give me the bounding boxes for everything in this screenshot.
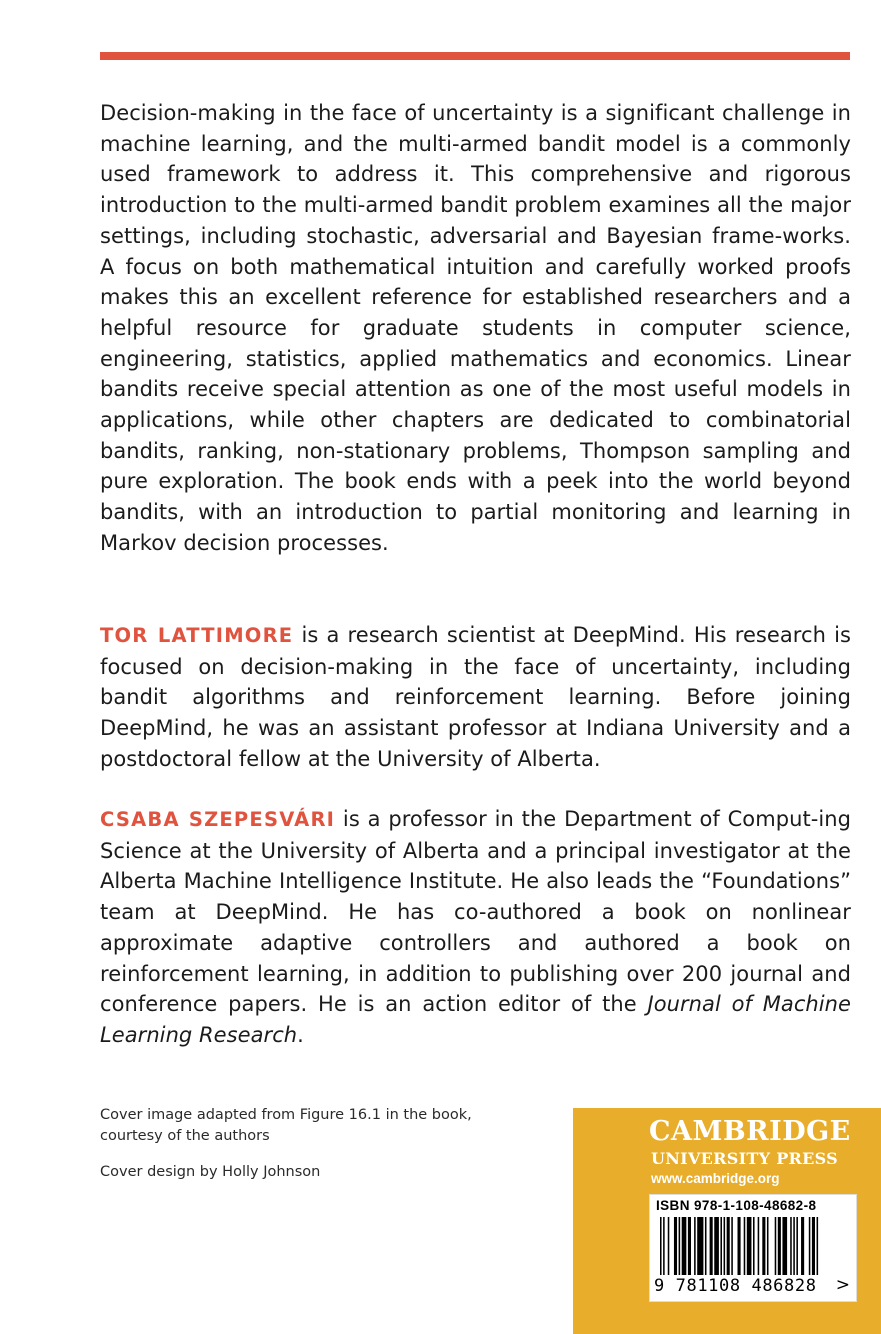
barcode-bar — [738, 1217, 741, 1275]
barcode-bar — [801, 1217, 804, 1275]
barcode-bar — [663, 1217, 665, 1275]
author-name: CSABA SZEPESVÁRI — [100, 808, 336, 831]
barcode-end-marker: > — [835, 1275, 850, 1295]
barcode-bar — [767, 1217, 769, 1275]
barcode-bar — [747, 1217, 752, 1275]
author-bio-text: is a research scientist at DeepMind. His research is focused on decision-making in the face of uncertainty, including bandit algorithms and reinforcement learning. Before joining DeepMind, he was an assistant professor at Indiana University and a postdoctoral fellow at the University of Alberta. — [100, 623, 851, 771]
barcode-digits: 9 781108 486828 — [654, 1276, 817, 1296]
publisher-panel — [573, 1108, 881, 1334]
barcode-panel — [649, 1194, 857, 1302]
barcode-bar — [758, 1217, 760, 1275]
barcode-bar — [790, 1217, 792, 1275]
barcode-bar — [724, 1217, 726, 1275]
barcode-bar — [714, 1217, 719, 1275]
author-bio-szepesvari — [100, 804, 851, 1051]
barcode-bar — [668, 1217, 670, 1275]
barcode-bars — [654, 1217, 852, 1275]
publisher-url[interactable]: www.cambridge.org — [651, 1171, 780, 1186]
publisher-logo-name: CAMBRIDGE — [649, 1116, 851, 1147]
barcode-bar — [812, 1217, 815, 1275]
barcode-bar — [775, 1217, 777, 1275]
top-accent-rule — [100, 52, 850, 60]
cover-image-credit — [100, 1105, 520, 1147]
barcode-bar — [762, 1217, 765, 1275]
barcode-bar — [817, 1217, 819, 1275]
barcode-bar — [697, 1217, 703, 1275]
barcode-bar — [679, 1217, 681, 1275]
cover-design-credit: Cover design by Holly Johnson — [100, 1164, 321, 1180]
barcode-bar — [710, 1217, 713, 1275]
barcode-bar — [682, 1217, 687, 1275]
book-description: Decision-making in the face of uncertainty is a significant challenge in machine learning, and the multi-armed bandit model is a commonly used framework to address it. This comprehensive and rigorous introduction to the multi-armed bandit problem examines all the major settings, including stochastic, adversarial and Bayesian frame-works. A focus on both mathematical intuition and carefully worked proofs makes this an excellent reference for established researchers and a helpful resource for graduate students in computer science, engineering, statistics, applied mathematics and economics. Linear bandits receive special attention as one of the most useful models in applications, while other chapters are dedicated to combinatorial bandits, ranking, non-stationary problems, Thompson sampling and pure exploration. The book ends with a peek into the world beyond bandits, with an introduction to partial monitoring and learning in Markov decision processes. — [100, 101, 851, 555]
author-bio-end: . — [297, 1022, 304, 1047]
cover-image-credit-line1: Cover image adapted from Figure 16.1 in the book, — [100, 1107, 472, 1123]
barcode-bar — [694, 1217, 696, 1275]
barcode-bar — [744, 1217, 746, 1275]
journal-title: Journal of Machine Learning Research — [100, 992, 852, 1047]
barcode-bar — [793, 1217, 795, 1275]
author-bio-text: is a professor in the Department of Comput-ing Science at the University of Alberta and a principal investigator at the Alberta Machine Intelligence Institute. He also leads the “Foundations” team at DeepMind. He has co-authored a book on nonlinear approximate adaptive controllers and authored a book on reinforcement learning, in addition to publishing over 200 journal and conference papers. He is an action editor of the — [100, 807, 851, 1017]
barcode-bar — [731, 1217, 733, 1275]
author-name: TOR LATTIMORE — [100, 624, 294, 647]
barcode-bar — [660, 1217, 662, 1275]
barcode-bar — [753, 1217, 755, 1275]
barcode-bar — [674, 1217, 677, 1275]
cover-image-credit-line2: courtesy of the authors — [100, 1128, 270, 1144]
barcode-bar — [727, 1217, 730, 1275]
barcode-bar — [720, 1217, 722, 1275]
barcode-bar — [782, 1217, 787, 1275]
author-bio-lattimore — [100, 620, 851, 775]
publisher-logo-press: UNIVERSITY PRESS — [651, 1149, 838, 1168]
isbn-label: ISBN 978-1-108-48682-8 — [656, 1198, 817, 1213]
barcode-bar — [688, 1217, 691, 1275]
barcode-bar — [809, 1217, 811, 1275]
barcode-bar — [778, 1217, 781, 1275]
barcode-bar — [705, 1217, 707, 1275]
barcode-bar — [796, 1217, 798, 1275]
